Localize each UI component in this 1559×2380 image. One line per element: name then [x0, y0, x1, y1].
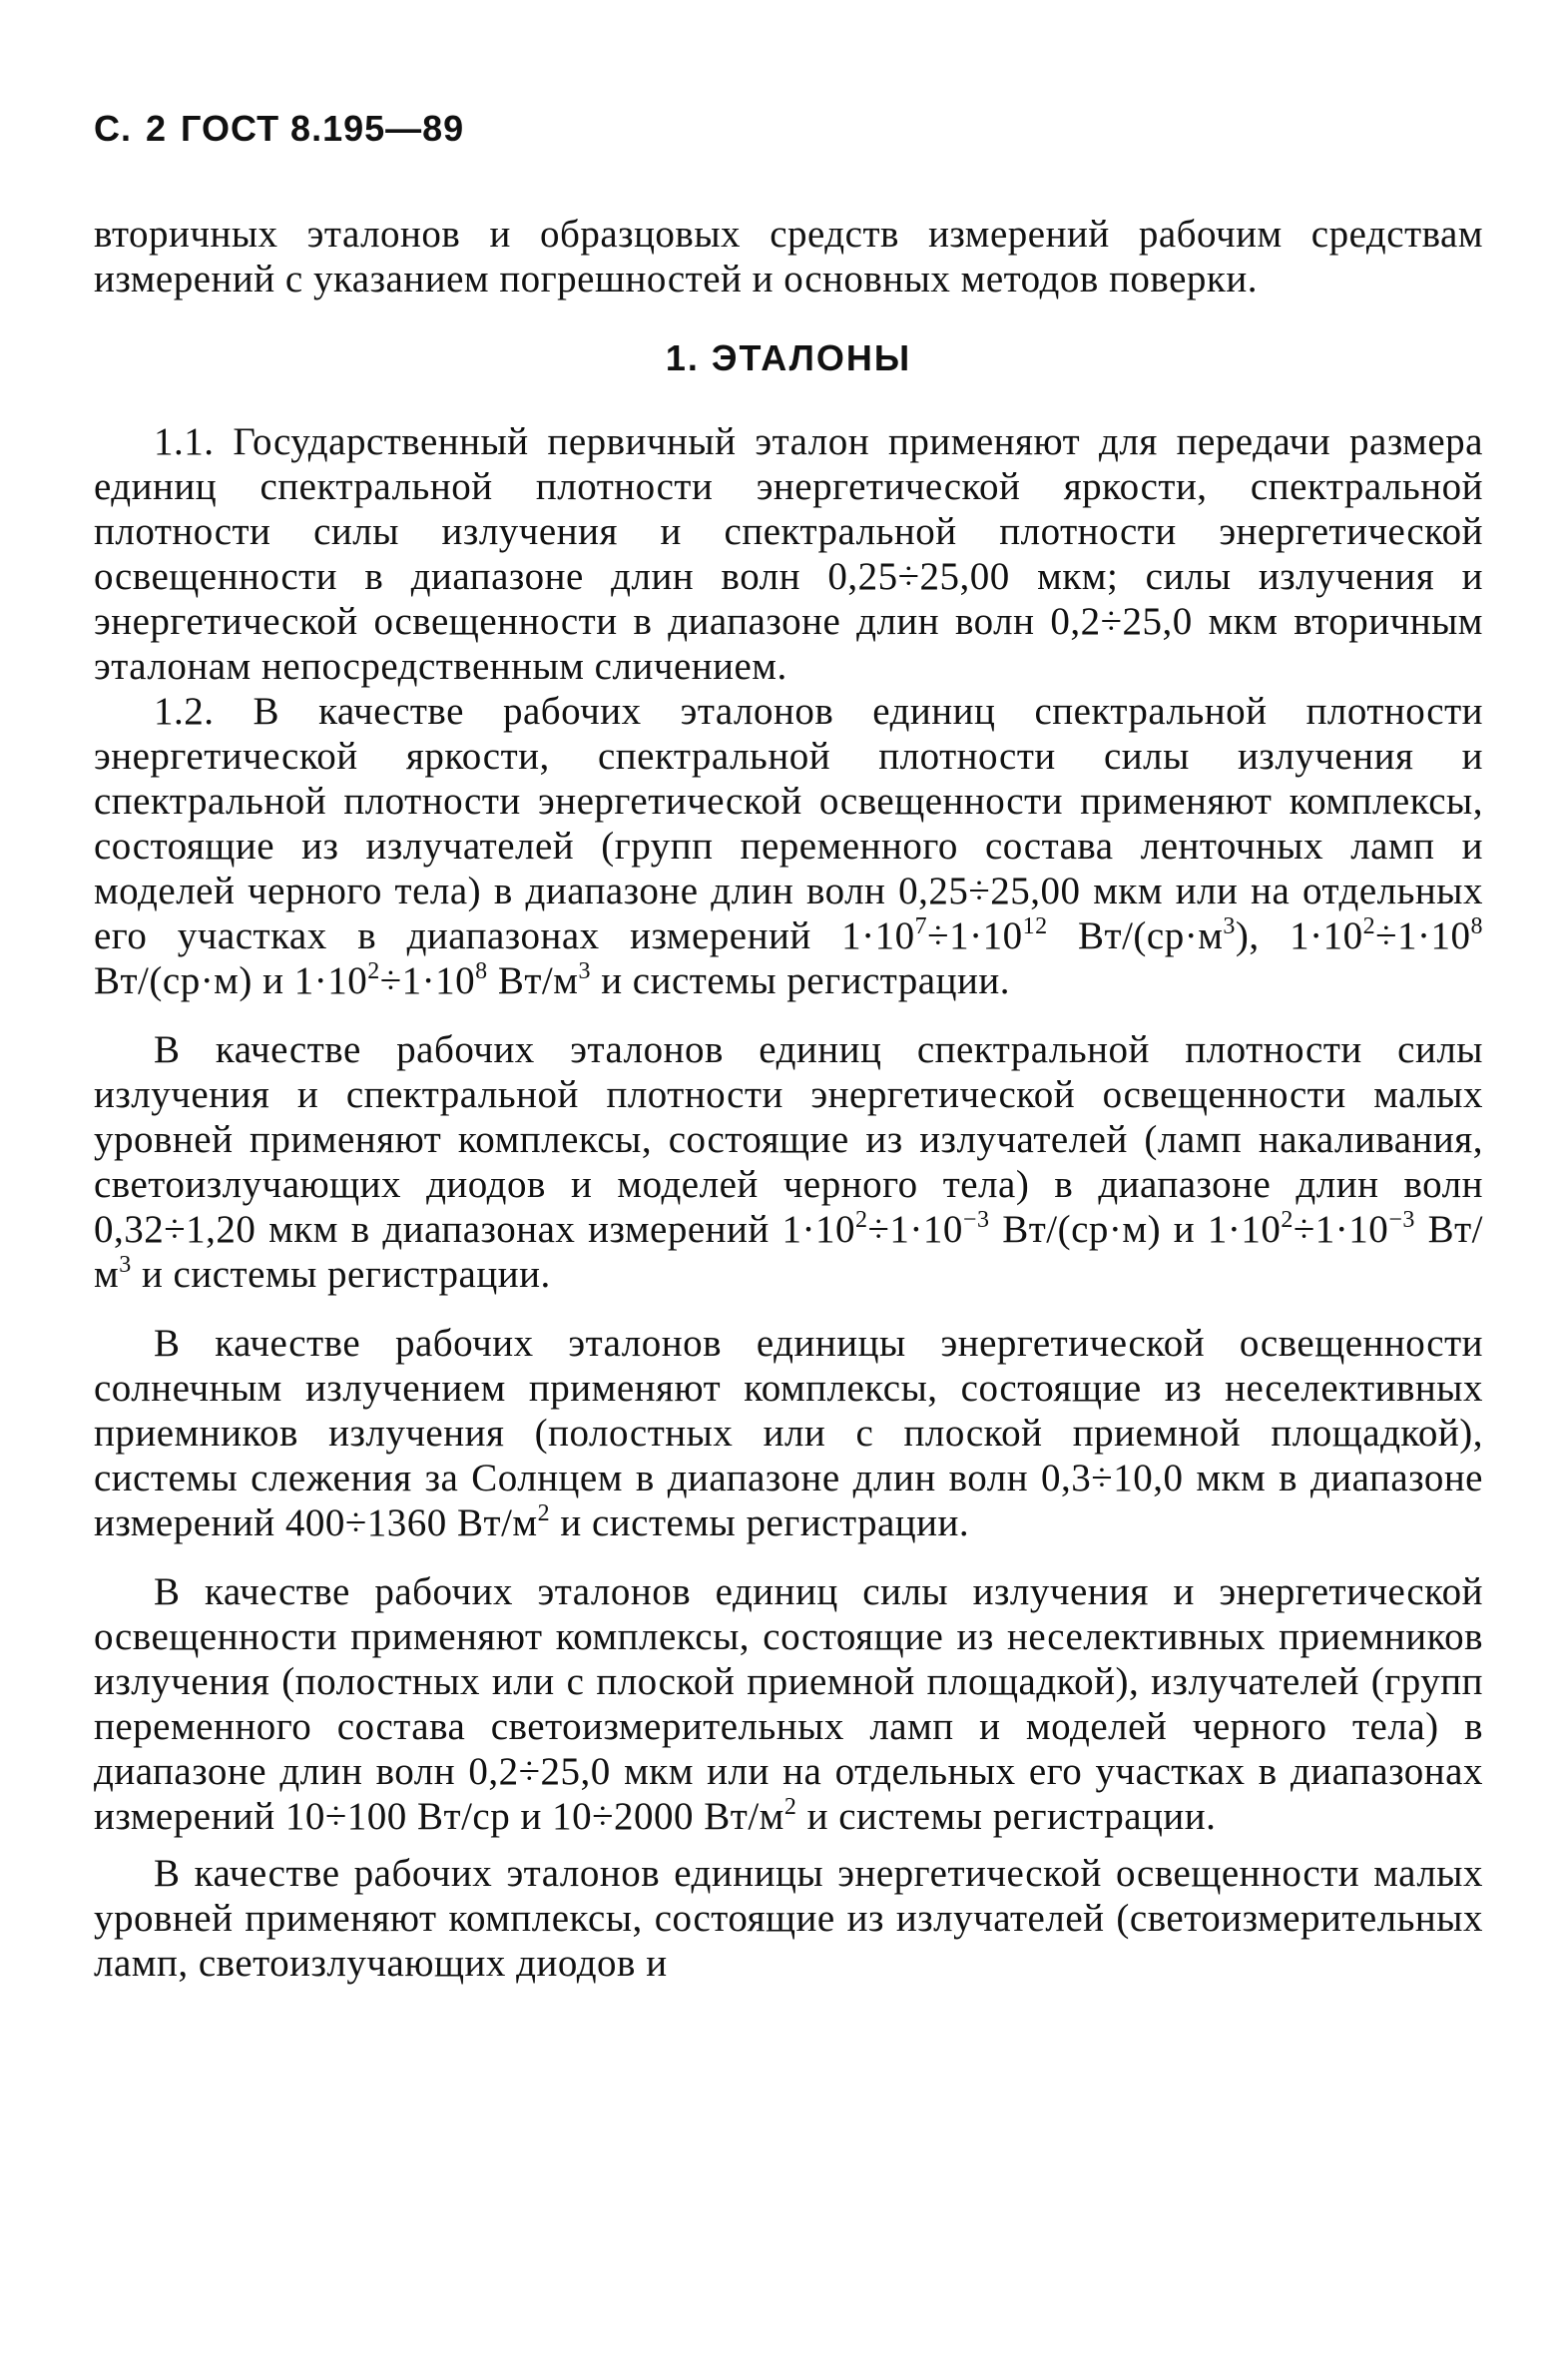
exponent: 8	[1470, 913, 1483, 939]
exponent: 7	[914, 913, 928, 939]
text-run: Вт/(ср·м) и 1·10	[989, 1208, 1282, 1251]
text-run: ÷1·10	[867, 1208, 963, 1251]
exponent: 2	[537, 1500, 551, 1526]
standard-designation: ГОСТ 8.195—89	[181, 108, 465, 149]
text-run: В качестве рабочих эталонов единиц силы излучения и энергетической освещенности применяют комплексы, состоящие из неселективных приемников излучения (полостных или с плоской приемной площадкой), излучателей (групп переменного состава светоизмерительных ламп и моделей черного тела) в диапазоне длин волн 0,2÷25,0 мкм или на отдельных его участках в диапазонах измерений 10÷100 Вт/ср и 10÷2000 Вт/м	[94, 1570, 1483, 1838]
text-run: и системы регистрации.	[550, 1501, 970, 1544]
exponent: 12	[1022, 913, 1048, 939]
paragraph-1-2	[94, 689, 1483, 1003]
text-run: В качестве рабочих эталонов единиц спектральной плотности силы излучения и спектральной плотности энергетической освещенности малых уровней применяют комплексы, состоящие из излучателей (ламп накаливания, светоизлучающих диодов и моделей черного тела) в диапазоне длин волн 0,32÷1,20 мкм в диапазонах измерений 1·10	[94, 1028, 1483, 1251]
paragraph-intensity-irradiance	[94, 1569, 1483, 1839]
text-run: Вт/(ср·м) и 1·10	[94, 959, 368, 1002]
exponent: 2	[855, 1207, 868, 1233]
page-label: С.	[94, 108, 132, 149]
text-run: Вт/(ср·м	[1047, 914, 1224, 957]
intro-paragraph: вторичных эталонов и образцовых средств измерений рабочим средствам измерений с указанием погрешностей и основных методов поверки.	[94, 213, 1483, 300]
exponent: 3	[578, 958, 591, 984]
paragraph-low-level-irradiance: В качестве рабочих эталонов единицы энергетической освещенности малых уровней применяют комплексы, состоящие из излучателей (светоизмерительных ламп, светоизлучающих диодов и	[94, 1852, 1483, 1985]
text-run: ÷1·10	[379, 959, 476, 1002]
text-run: Вт/м	[94, 1208, 1483, 1296]
text-run: ÷1·10	[1293, 1208, 1389, 1251]
text-run: ), 1·10	[1235, 914, 1363, 957]
page-header	[94, 108, 1483, 150]
text-run: и системы регистрации.	[796, 1795, 1217, 1838]
exponent: 8	[475, 958, 488, 984]
text-run: 1.2. В качестве рабочих эталонов единиц спектральной плотности энергетической яркости, спектральной плотности силы излучения и спектральной плотности энергетической освещенности применяют комплексы, состоящие из излучателей (групп переменного состава ленточных ламп и моделей черного тела) в диапазоне длин волн 0,25÷25,00 мкм или на отдельных его участках в диапазонах измерений 1·10	[94, 690, 1483, 957]
text-run: Вт/м	[487, 959, 579, 1002]
section-title: 1. ЭТАЛОНЫ	[665, 337, 912, 378]
page-number: 2	[146, 108, 168, 149]
text-run: ÷1·10	[1375, 914, 1471, 957]
text-run: и системы регистрации.	[131, 1253, 551, 1296]
text-run: ÷1·10	[927, 914, 1023, 957]
exponent: 2	[1281, 1207, 1294, 1233]
exponent: 2	[783, 1794, 797, 1820]
exponent: 2	[367, 958, 380, 984]
paragraph-1-1: 1.1. Государственный первичный эталон применяют для передачи размера единиц спектральной плотности энергетической яркости, спектральной плотности силы излучения и спектральной плотности энергетической освещенности в диапазоне длин волн 0,25÷25,00 мкм; силы излучения и энергетической освещенности в диапазоне длин волн 0,2÷25,0 мкм вторичным эталонам непосредственным сличением.	[94, 420, 1483, 688]
exponent: −3	[962, 1207, 990, 1233]
paragraph-solar-irradiance	[94, 1321, 1483, 1545]
exponent: 3	[1223, 913, 1236, 939]
exponent: −3	[1388, 1207, 1415, 1233]
text-run: и системы регистрации.	[590, 959, 1010, 1002]
text-run: В качестве рабочих эталонов единицы энергетической освещенности солнечным излучением применяют комплексы, состоящие из неселективных приемников излучения (полостных или с плоской приемной площадкой), системы слежения за Солнцем в диапазоне длин волн 0,3÷10,0 мкм в диапазоне измерений 400÷1360 Вт/м	[94, 1322, 1483, 1544]
paragraph-low-level-intensity	[94, 1027, 1483, 1297]
exponent: 2	[1362, 913, 1376, 939]
exponent: 3	[119, 1252, 132, 1278]
